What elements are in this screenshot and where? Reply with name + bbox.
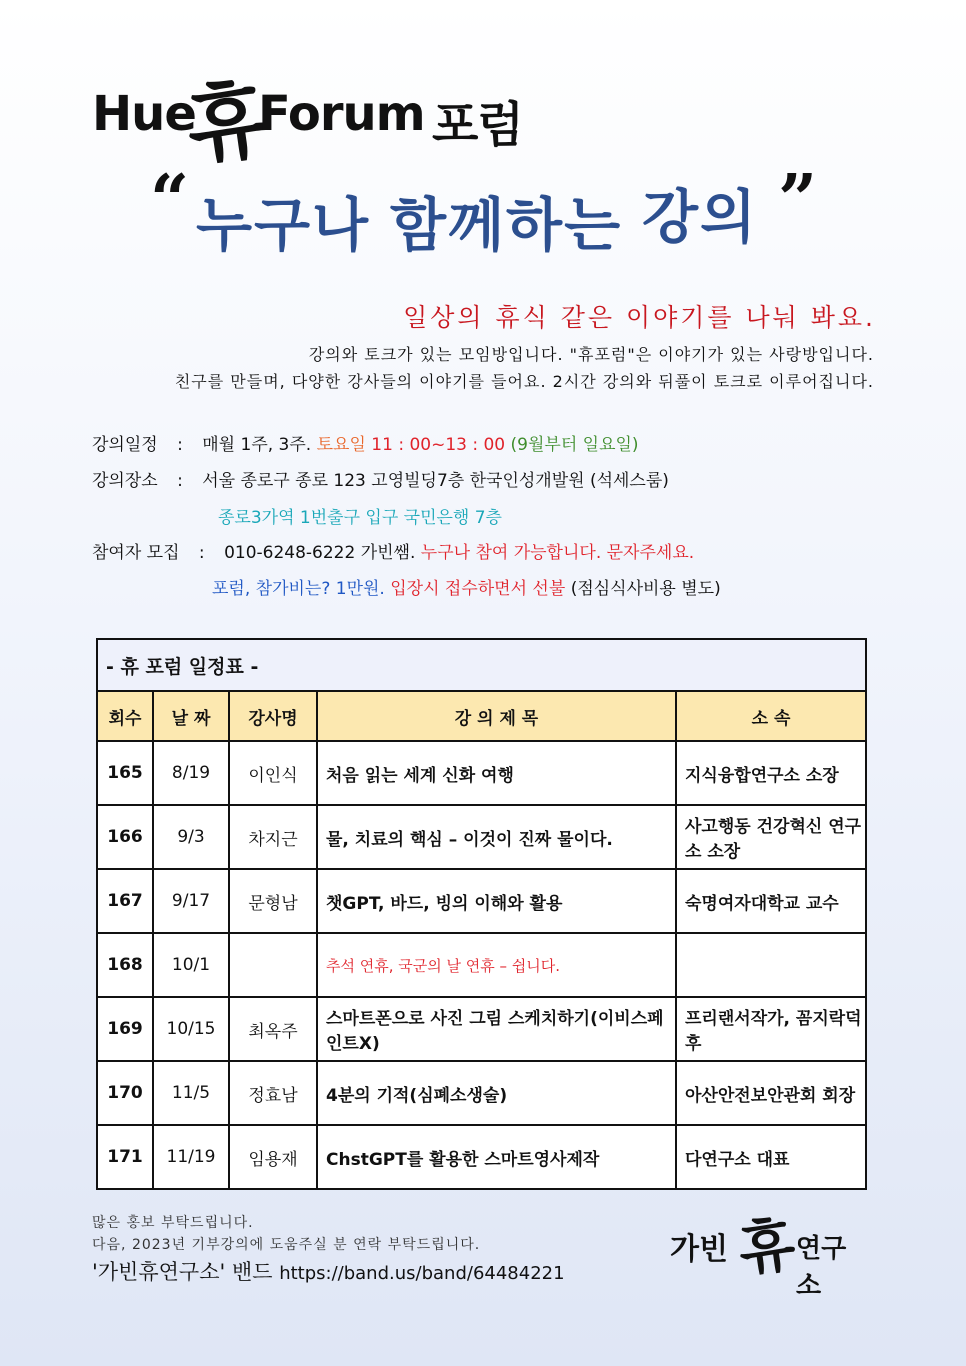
- row-speaker: 최옥주: [229, 997, 317, 1061]
- table-row: [97, 1061, 866, 1125]
- row-title: ChstGPT를 활용한 스마트영사제작: [317, 1125, 676, 1189]
- brand-hue: Hue: [92, 86, 196, 142]
- row-speaker: 임용재: [229, 1125, 317, 1189]
- header-title: 강 의 제 목: [317, 691, 676, 741]
- logo-left: 가빈: [670, 1232, 728, 1267]
- place-label: 강의장소: [92, 471, 158, 491]
- brand-forum-ko: 포럼: [432, 97, 523, 153]
- place-direction: 종로3가역 1번출구 입구 국민은행 7층: [218, 508, 502, 528]
- logo-glyph: 휴: [734, 1209, 800, 1285]
- place-colon: :: [177, 471, 183, 491]
- schedule-time: 11 : 00~13 : 00: [371, 435, 506, 455]
- band-url-link[interactable]: https://band.us/band/64484221: [279, 1263, 565, 1284]
- band-name: '가빈휴연구소' 밴드: [92, 1260, 273, 1284]
- row-date: 10/1: [153, 933, 229, 997]
- row-num: 169: [97, 997, 153, 1061]
- row-num: 165: [97, 741, 153, 805]
- footer-logo: [670, 1200, 870, 1301]
- title-part1: 누구나: [196, 191, 371, 259]
- header-speaker: 강사명: [229, 691, 317, 741]
- footer-promo: 많은 홍보 부탁드립니다.: [92, 1215, 254, 1231]
- table-row: [97, 869, 866, 933]
- row-date: 11/5: [153, 1061, 229, 1125]
- schedule-value: 매월 1주, 3주.: [202, 435, 312, 455]
- table-row: [97, 997, 866, 1061]
- recruit-note: 누구나 참여 가능합니다. 문자주세요.: [420, 543, 695, 563]
- row-affiliation: 사고행동 건강혁신 연구소 소장: [676, 805, 866, 869]
- title-part2: 함께하는: [390, 191, 623, 259]
- header-num: 회수: [97, 691, 153, 741]
- logo-right: 연구소: [796, 1234, 847, 1301]
- row-speaker: 이인식: [229, 741, 317, 805]
- intro-line-2: 친구를 만들며, 다양한 강사들의 이야기를 들어요. 2시간 강의와 뒤풀이 토크로 이루어집니다.: [174, 372, 874, 391]
- footer-donate: 다음, 2023년 기부강의에 도움주실 분 연락 부탁드립니다.: [92, 1237, 481, 1253]
- footer-band: [92, 1256, 565, 1286]
- fee-extra: (점심식사비용 별도): [570, 579, 721, 599]
- row-num: 168: [97, 933, 153, 997]
- info-place: [92, 466, 669, 491]
- row-title: 스마트폰으로 사진 그림 스케치하기(이비스페인트X): [317, 997, 676, 1061]
- row-num: 167: [97, 869, 153, 933]
- row-num: 171: [97, 1125, 153, 1189]
- row-title: 4분의 기적(심폐소생술): [317, 1061, 676, 1125]
- row-num: 166: [97, 805, 153, 869]
- row-title: 추석 연휴, 국군의 날 연휴 – 쉽니다.: [317, 933, 676, 997]
- table-row: [97, 1125, 866, 1189]
- row-date: 8/19: [153, 741, 229, 805]
- intro-line-1: 강의와 토크가 있는 모임방입니다. "휴포럼"은 이야기가 있는 사랑방입니다.: [308, 345, 874, 364]
- info-fee: [212, 574, 721, 599]
- fee-question: 포럼, 참가비는? 1만원.: [212, 579, 385, 599]
- row-date: 9/17: [153, 869, 229, 933]
- row-speaker: [229, 933, 317, 997]
- table-row: [97, 933, 866, 997]
- title-part3: 강의: [642, 183, 759, 251]
- row-num: 170: [97, 1061, 153, 1125]
- row-speaker: 정효남: [229, 1061, 317, 1125]
- hue-glyph-logo: 휴: [180, 67, 275, 178]
- recruit-label: 참여자 모집: [92, 543, 180, 563]
- main-title: [150, 160, 850, 260]
- row-date: 9/3: [153, 805, 229, 869]
- table-row: [97, 805, 866, 869]
- row-affiliation: 지식융합연구소 소장: [676, 741, 866, 805]
- row-affiliation: 프리랜서작가, 꼼지락덕후: [676, 997, 866, 1061]
- recruit-colon: :: [198, 543, 205, 563]
- fee-pay: 입장시 접수하면서 선불: [390, 579, 566, 599]
- row-affiliation: 숙명여자대학교 교수: [676, 869, 866, 933]
- row-speaker: 차지근: [229, 805, 317, 869]
- tagline: 일상의 휴식 같은 이야기를 나눠 봐요.: [403, 303, 876, 332]
- table-caption: - 휴 포럼 일정표 -: [97, 639, 866, 691]
- row-affiliation: 다연구소 대표: [676, 1125, 866, 1189]
- schedule-day: 토요일: [316, 435, 366, 455]
- header-affiliation: 소 속: [676, 691, 866, 741]
- open-quote: “: [150, 160, 190, 240]
- row-title: 챗GPT, 바드, 빙의 이해와 활용: [317, 869, 676, 933]
- row-title: 처음 읽는 세계 신화 여행: [317, 741, 676, 805]
- place-value: 서울 종로구 종로 123 고영빌딩7층 한국인성개발원 (석세스룸): [202, 471, 669, 491]
- table-header-row: [97, 691, 866, 741]
- schedule-table: [96, 638, 867, 1190]
- row-speaker: 문형남: [229, 869, 317, 933]
- row-title: 물, 치료의 핵심 – 이것이 진짜 물이다.: [317, 805, 676, 869]
- recruit-phone: 010-6248-6222 가빈쌤.: [224, 543, 416, 563]
- schedule-label: 강의일정: [92, 435, 158, 455]
- close-quote: ”: [778, 160, 818, 240]
- table-row: [97, 741, 866, 805]
- info-recruit: [92, 538, 694, 563]
- brand-forum: Forum: [258, 86, 425, 142]
- info-schedule: [92, 430, 639, 455]
- row-affiliation: [676, 933, 866, 997]
- header-date: 날 짜: [153, 691, 229, 741]
- row-date: 11/19: [153, 1125, 229, 1189]
- schedule-colon: :: [177, 435, 183, 455]
- row-affiliation: 아산안전보안관회 회장: [676, 1061, 866, 1125]
- row-date: 10/15: [153, 997, 229, 1061]
- schedule-note: (9월부터 일요일): [510, 435, 639, 455]
